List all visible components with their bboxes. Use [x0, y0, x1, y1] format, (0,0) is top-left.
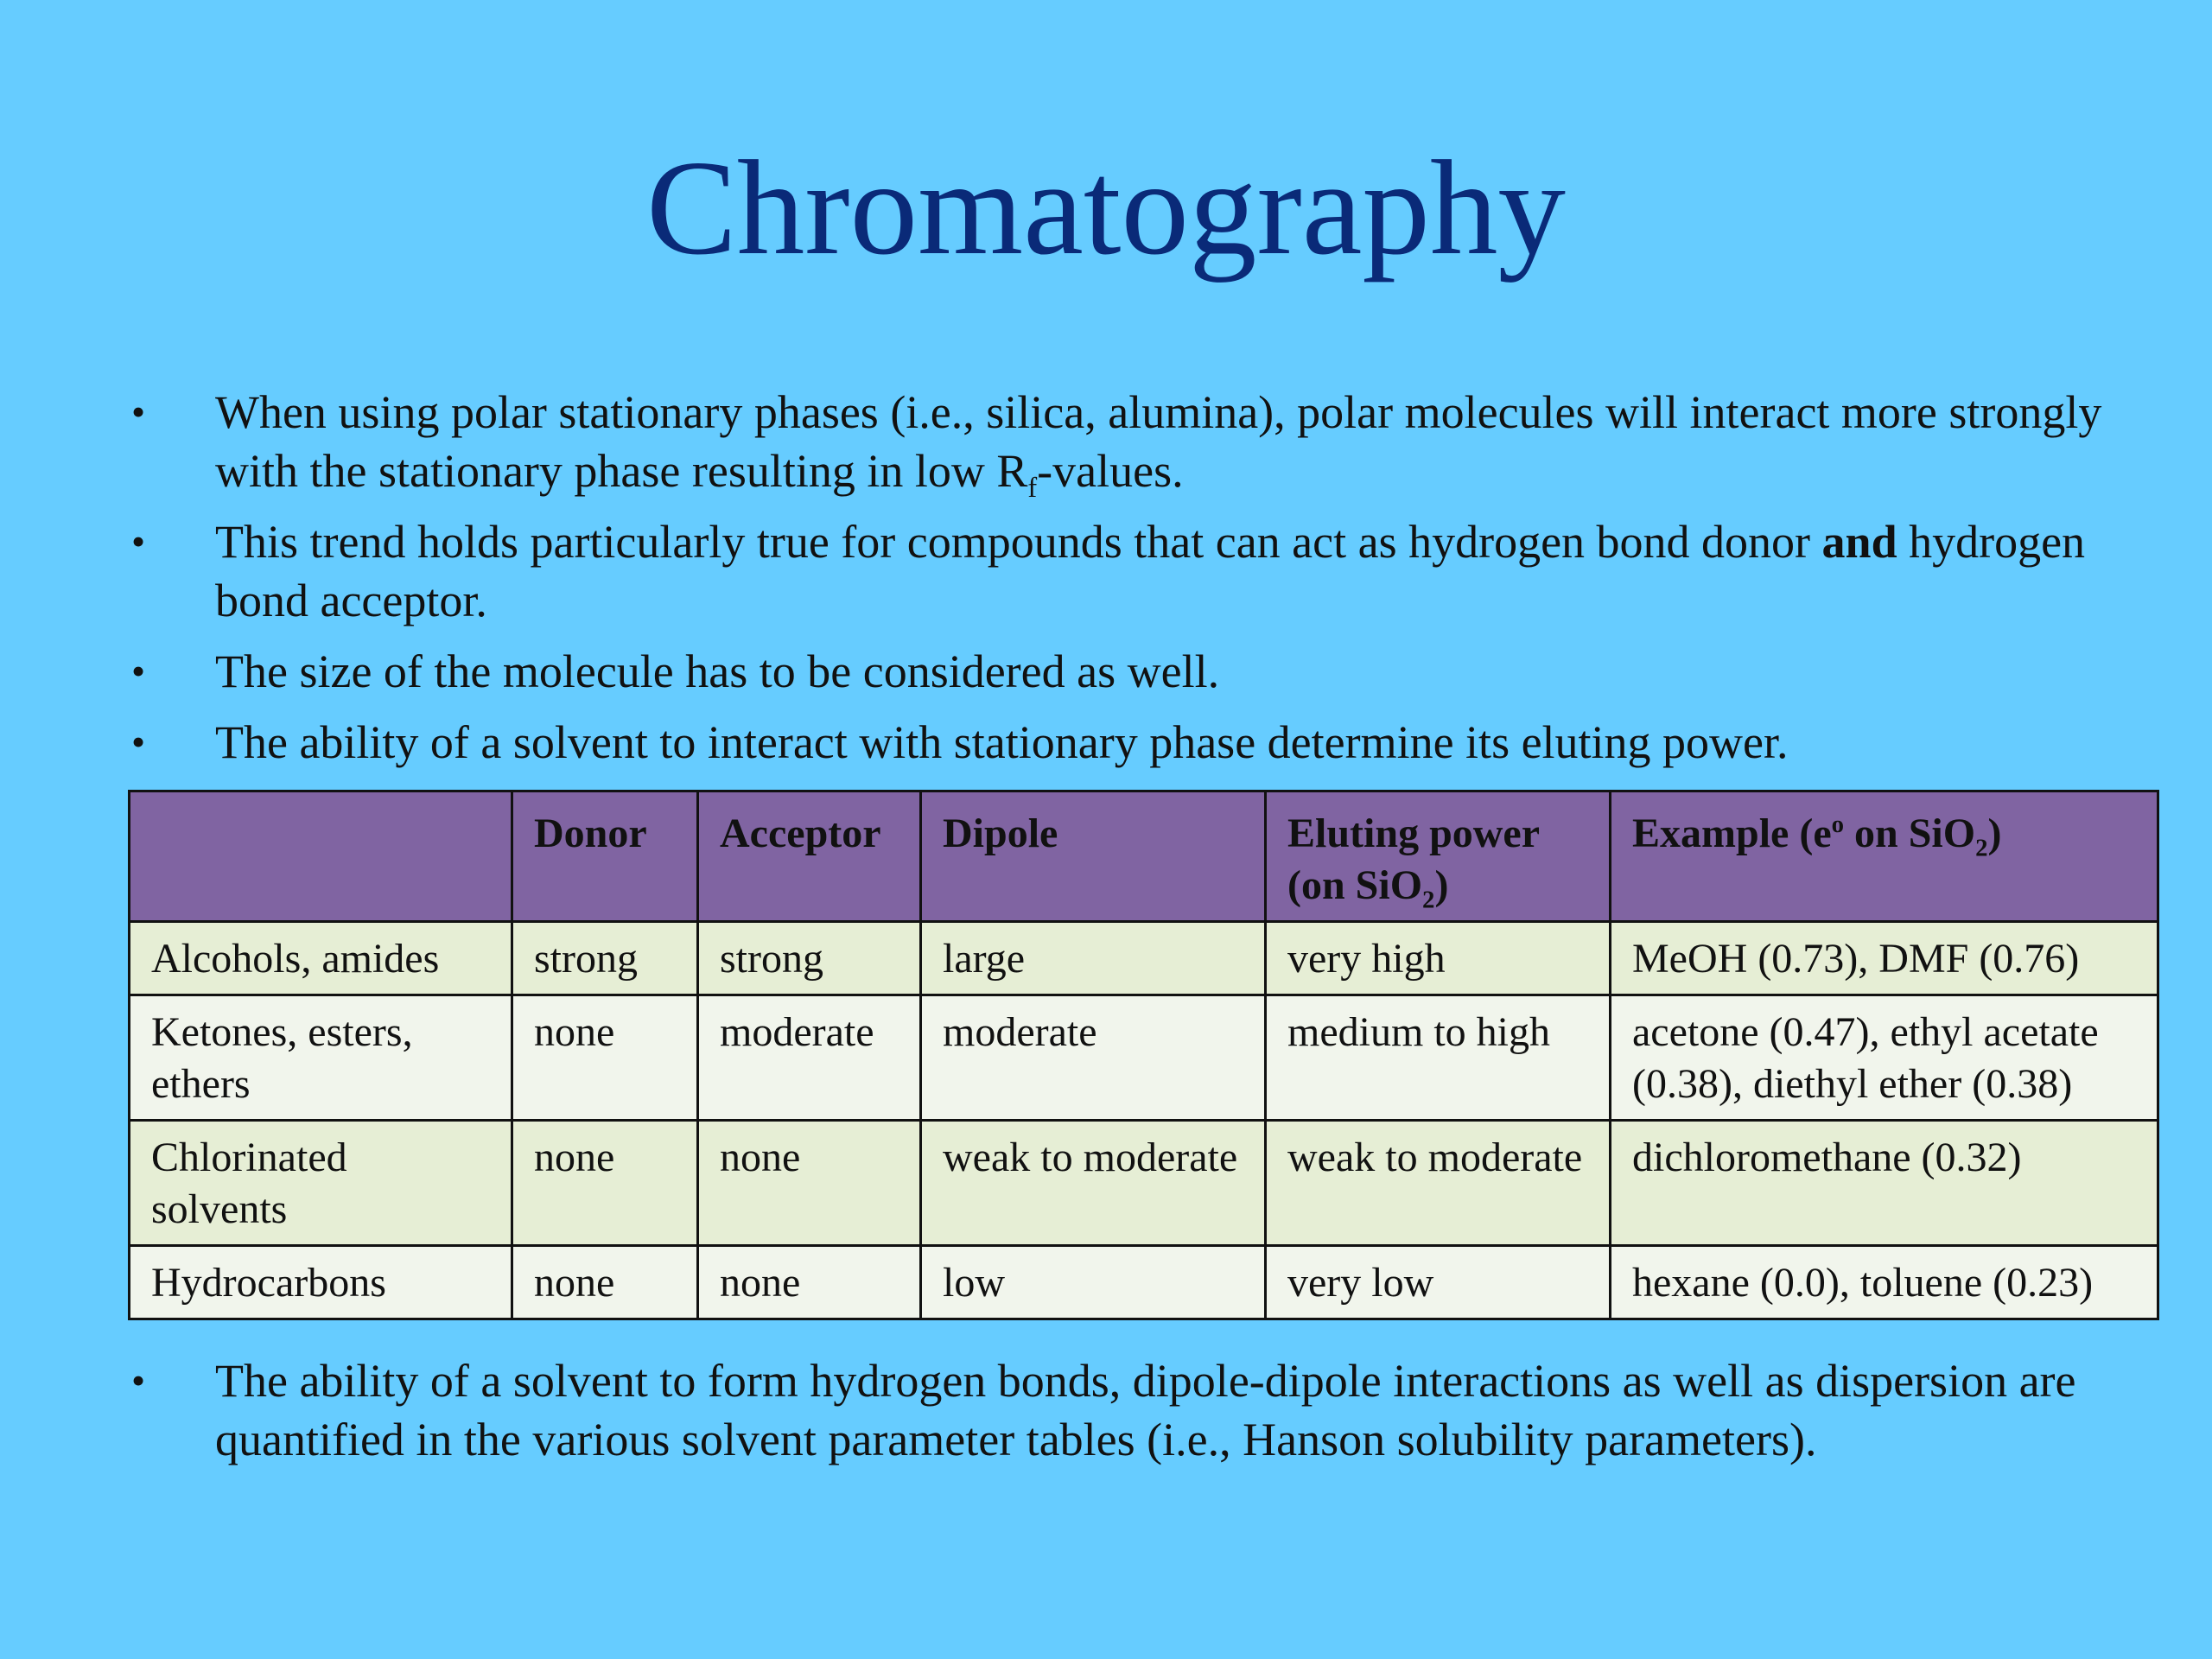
cell-acceptor: strong	[698, 922, 921, 995]
bullet-eluting-power	[0, 713, 2212, 772]
cell-class: Alcohols, amides	[130, 922, 512, 995]
bullet-polar-phases	[0, 383, 2212, 504]
cell-acceptor: none	[698, 1246, 921, 1319]
cell-example: dichloromethane (0.32)	[1611, 1121, 2158, 1246]
bullet-list-bottom	[0, 1351, 2212, 1481]
bullet-list-top	[0, 383, 2212, 784]
table-header-row	[130, 791, 2158, 922]
table-row	[130, 995, 2158, 1121]
bullet-solvent-parameters	[0, 1351, 2212, 1469]
cell-class: Ketones, esters, ethers	[130, 995, 512, 1121]
bullet-text: The ability of a solvent to form hydrogen bonds, dipole-dipole interactions as well as dispersion are quantified in the various solvent parameter tables (i.e., Hanson solubility parameters).	[215, 1355, 2076, 1465]
bullet-text: When using polar stationary phases (i.e., silica, alumina), polar molecules will interact more strongly with the stationary phase resulting in low R	[215, 386, 2102, 497]
bullet-dot: •	[131, 1358, 146, 1402]
cell-acceptor: moderate	[698, 995, 921, 1121]
bullet-text-end: hydrogen bond acceptor.	[215, 516, 2086, 626]
solvent-table	[128, 790, 2159, 1320]
header-donor: Donor	[512, 791, 698, 922]
bullet-bold-and: and	[1821, 516, 1897, 568]
cell-example: hexane (0.0), toluene (0.23)	[1611, 1246, 2158, 1319]
table-row	[130, 922, 2158, 995]
bullet-text-end: -values.	[1037, 445, 1184, 497]
header-eluting-power: Eluting power (on SiO$_2$)	[1266, 791, 1611, 922]
table-row	[130, 1121, 2158, 1246]
cell-example: acetone (0.47), ethyl acetate (0.38), diethyl ether (0.38)	[1611, 995, 2158, 1121]
bullet-text: This trend holds particularly true for compounds that can act as hydrogen bond donor	[215, 516, 1822, 568]
cell-dipole: large	[921, 922, 1266, 995]
bullet-dot: •	[131, 720, 146, 764]
rf-subscript: f	[1027, 472, 1038, 504]
cell-eluting: weak to moderate	[1266, 1121, 1611, 1246]
cell-class: Chlorinated solvents	[130, 1121, 512, 1246]
bullet-text: The size of the molecule has to be considered as well.	[215, 645, 1220, 697]
cell-donor: none	[512, 1121, 698, 1246]
cell-donor: none	[512, 995, 698, 1121]
solvent-table-container	[128, 790, 2157, 1320]
bullet-hydrogen-bond	[0, 512, 2212, 630]
cell-class: Hydrocarbons	[130, 1246, 512, 1319]
cell-dipole: low	[921, 1246, 1266, 1319]
table-row	[130, 1246, 2158, 1319]
cell-eluting: very low	[1266, 1246, 1611, 1319]
header-acceptor: Acceptor	[698, 791, 921, 922]
header-example: Example ($e^o$ on SiO$_2$)	[1611, 791, 2158, 922]
slide-title: Chromatography	[646, 132, 1566, 283]
cell-eluting: very high	[1266, 922, 1611, 995]
bullet-text: The ability of a solvent to interact with stationary phase determine its eluting power.	[215, 716, 1789, 768]
cell-eluting: medium to high	[1266, 995, 1611, 1121]
cell-dipole: weak to moderate	[921, 1121, 1266, 1246]
bullet-dot: •	[131, 649, 146, 693]
header-dipole: Dipole	[921, 791, 1266, 922]
bullet-dot: •	[131, 519, 146, 563]
bullet-molecule-size	[0, 642, 2212, 701]
cell-example: MeOH (0.73), DMF (0.76)	[1611, 922, 2158, 995]
cell-dipole: moderate	[921, 995, 1266, 1121]
cell-donor: none	[512, 1246, 698, 1319]
header-class	[130, 791, 512, 922]
bullet-dot: •	[131, 390, 146, 434]
cell-acceptor: none	[698, 1121, 921, 1246]
cell-donor: strong	[512, 922, 698, 995]
